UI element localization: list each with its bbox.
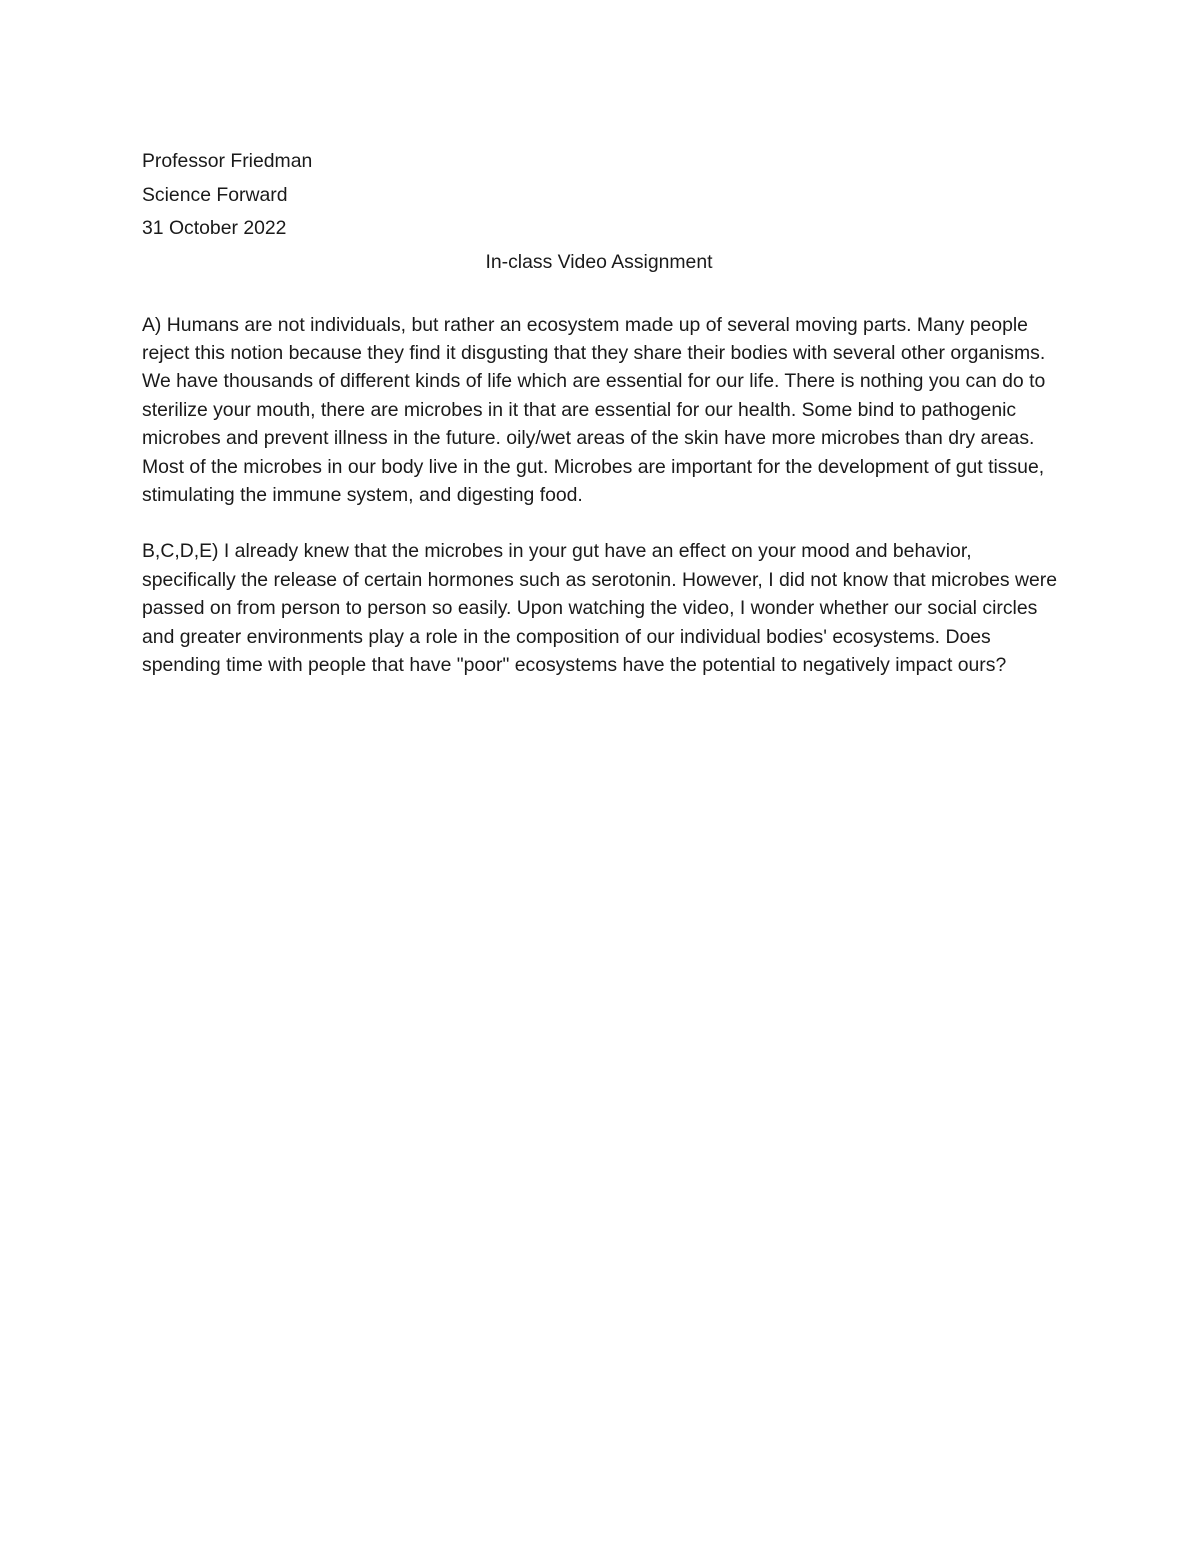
professor-name: Professor Friedman bbox=[142, 150, 313, 172]
course-name: Science Forward bbox=[142, 183, 288, 206]
paragraph-a: A) Humans are not individuals, but rather an ecosystem made up of several moving parts. Many people reject this notion because they find it disgusting that they share their bodies with several other organisms. We have thousands of different kinds of life which are essential for our life. There is nothing you can do to sterilize your mouth, there are microbes in it that are essential for our health. Some bind to pathogenic microbes and prevent illness in the future. oily/wet areas of the skin have more microbes than dry areas. Most of the microbes in our body live in the gut. Microbes are important for the development of gut tissue, stimulating the immune system, and digesting food. bbox=[142, 313, 1046, 506]
assignment-date: 31 October 2022 bbox=[142, 217, 287, 239]
document-body bbox=[142, 148, 1062, 679]
paragraph-b-c-d-e: B,C,D,E) I already knew that the microbes in your gut have an effect on your mood and behavior, specifically the release of certain hormones such as serotonin. However, I did not know that microbes were passed on from person to person so easily. Upon watching the video, I wonder whether our social circles and greater environments play a role in the composition of our individual bodies' ecosystems. Does spending time with people that have "poor" ecosystems have the potential to negatively impact ours? bbox=[142, 540, 1058, 676]
document-title: In-class Video Assignment bbox=[485, 250, 713, 273]
